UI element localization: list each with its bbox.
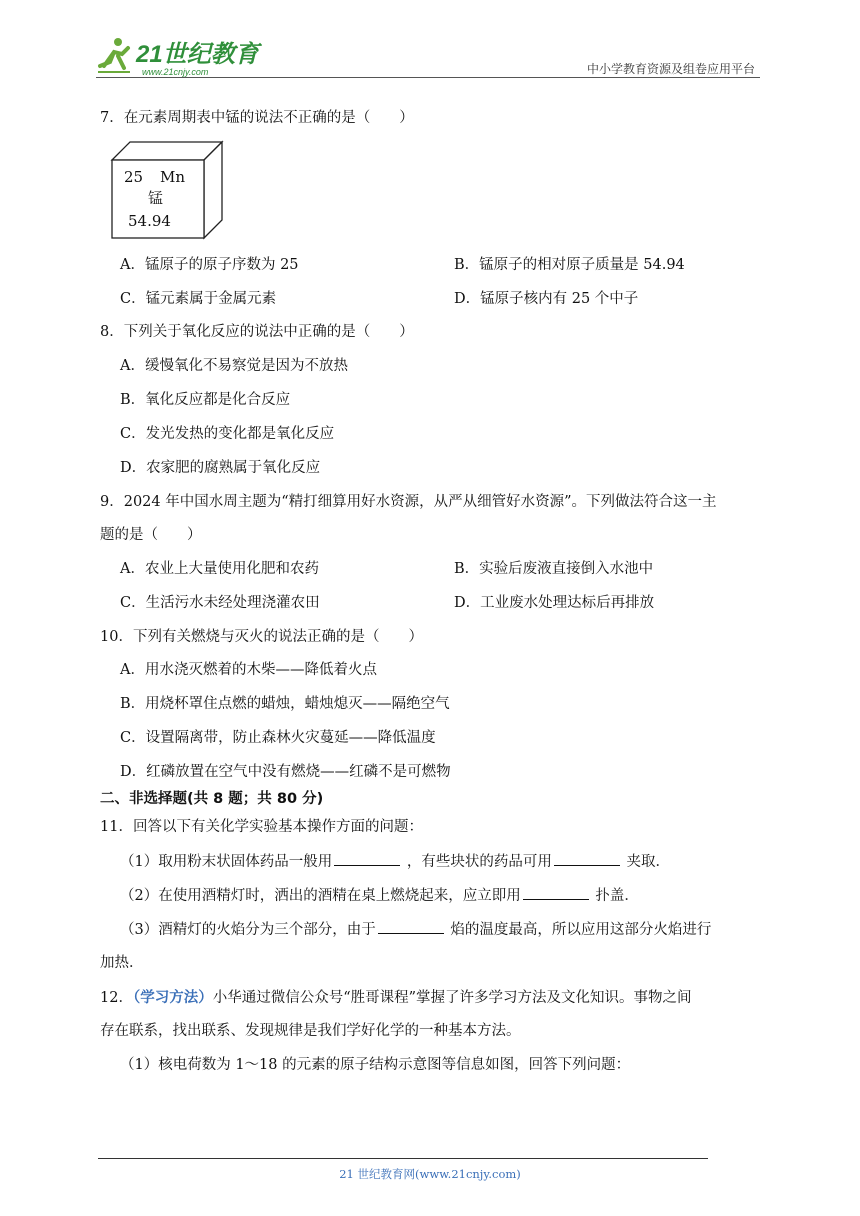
q11-stem: 11．回答以下有关化学实验基本操作方面的问题：	[100, 819, 423, 835]
q10-option-b: B．用烧杯罩住点燃的蜡烛，蜡烛熄灭——隔绝空气	[120, 696, 450, 712]
q9-option-a: A．农业上大量使用化肥和农药	[120, 561, 319, 577]
q11-part2-text-a: （2）在使用酒精灯时，洒出的酒精在桌上燃烧起来，应立即用	[120, 888, 521, 904]
q12-stem-text: 小华通过微信公众号“胜哥课程”掌握了许多学习方法及文化知识。事物之间	[212, 990, 692, 1006]
q8-option-b: B．氧化反应都是化合反应	[120, 392, 291, 408]
element-mass: 54.94	[128, 212, 171, 230]
element-name: 锰	[148, 189, 164, 207]
answer-blank[interactable]	[523, 884, 589, 900]
runner-icon	[98, 38, 130, 72]
q9-stem-line2: 题的是（ ）	[100, 527, 202, 543]
element-tile-mn	[110, 140, 225, 240]
header-divider	[96, 77, 760, 78]
q8-option-d: D．农家肥的腐熟属于氧化反应	[120, 460, 321, 476]
platform-name: 中小学教育资源及组卷应用平台	[586, 62, 755, 76]
answer-blank[interactable]	[378, 918, 444, 934]
q11-part3-continued: 加热．	[100, 955, 144, 971]
answer-blank[interactable]	[554, 850, 620, 866]
answer-blank[interactable]	[334, 850, 400, 866]
q7-option-b: B．锰原子的相对原子质量是 54.94	[454, 257, 685, 273]
q9-option-d: D．工业废水处理达标后再排放	[454, 595, 655, 611]
q12-stem-line2: 存在联系，找出联系、发现规律是我们学好化学的一种基本方法。	[100, 1023, 521, 1039]
q8-stem: 8．下列关于氧化反应的说法中正确的是（ ）	[100, 324, 414, 340]
q8-option-a: A．缓慢氧化不易察觉是因为不放热	[120, 358, 348, 374]
footer-divider	[98, 1158, 708, 1159]
q10-stem: 10．下列有关燃烧与灭火的说法正确的是（ ）	[100, 629, 423, 645]
q10-option-c: C．设置隔离带，防止森林火灾蔓延——降低温度	[120, 730, 436, 746]
logo-text: 21世纪教育	[136, 41, 259, 68]
q11-part3-text-a: （3）酒精灯的火焰分为三个部分，由于	[120, 922, 376, 938]
logo-url: www.21cnjy.com	[142, 67, 209, 77]
q11-part2-text-b: 扑盖．	[595, 888, 639, 904]
q7-option-a: A．锰原子的原子序数为 25	[120, 257, 299, 273]
q11-part1-text-a: （1）取用粉末状固体药品一般用	[120, 854, 333, 870]
q11-part3	[120, 918, 711, 939]
q11-part1-text-b: ，有些块状的药品可用	[406, 854, 552, 870]
q12-stem-line1	[100, 986, 692, 1007]
footer-link[interactable]: 21 世纪教育网(www.21cnjy.com)	[339, 1167, 521, 1181]
q12-number: 12．	[100, 990, 133, 1006]
q7-stem: 7．在元素周期表中锰的说法不正确的是（ ）	[100, 110, 414, 126]
q11-part1	[120, 850, 670, 871]
q7-option-c: C．锰元素属于金属元素	[120, 291, 277, 307]
q10-option-a: A．用水浇灭燃着的木柴——降低着火点	[120, 662, 377, 678]
q10-option-d: D．红磷放置在空气中没有燃烧——红磷不是可燃物	[120, 764, 451, 780]
element-number: 25	[124, 168, 144, 186]
q9-option-c: C．生活污水未经处理浇灌农田	[120, 595, 320, 611]
q8-option-c: C．发光发热的变化都是氧化反应	[120, 426, 335, 442]
q9-stem-line1: 9．2024 年中国水周主题为“精打细算用好水资源，从严从细管好水资源”。下列做法符合这一主	[100, 494, 717, 510]
section-heading: 二、非选择题(共 8 题；共 80 分)	[100, 791, 324, 807]
q9-option-b: B．实验后废液直接倒入水池中	[454, 561, 654, 577]
q7-option-d: D．锰原子核内有 25 个中子	[454, 291, 639, 307]
q12-tag: （学习方法）	[132, 989, 213, 1006]
q11-part3-text-b: 焰的温度最高，所以应用这部分火焰进行	[450, 922, 712, 938]
site-logo	[96, 36, 266, 80]
q11-part2	[120, 884, 639, 905]
q11-part1-text-c: 夹取．	[626, 854, 670, 870]
element-symbol: Mn	[160, 168, 186, 186]
q12-part1: （1）核电荷数为 1～18 的元素的原子结构示意图等信息如图，回答下列问题：	[120, 1057, 631, 1073]
